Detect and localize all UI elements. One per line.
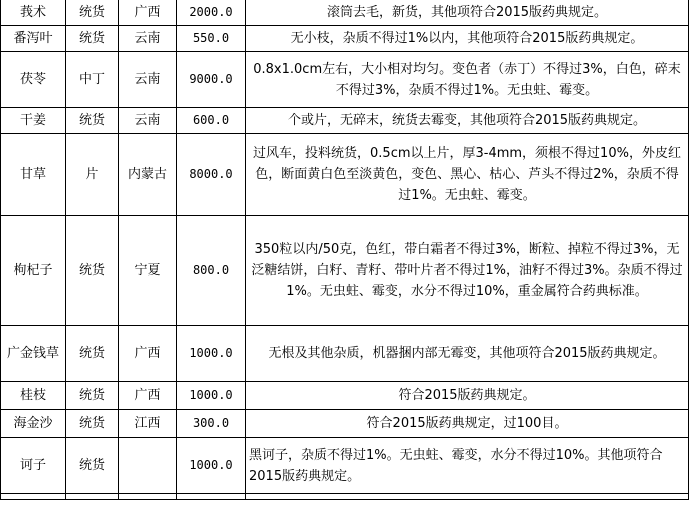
quantity-cell: 300.0: [177, 410, 246, 438]
quantity-cell: 9000.0: [177, 52, 246, 108]
empty-cell: [66, 494, 119, 500]
spec-cell: 黑诃子，杂质不得过1%。无虫蛀、霉变，水分不得过10%。其他项符合2015版药典规定。: [246, 438, 689, 494]
origin-cell: [119, 438, 177, 494]
table-row: [1, 52, 689, 108]
table-row: [1, 216, 689, 326]
quantity-cell: 1000.0: [177, 382, 246, 410]
quantity-cell: 800.0: [177, 216, 246, 326]
spec-cell: 符合2015版药典规定。: [246, 382, 689, 410]
grade-cell: 统货: [66, 438, 119, 494]
quantity-cell: 2000.0: [177, 0, 246, 26]
empty-cell: [119, 494, 177, 500]
herb-name-cell: 广金钱草: [1, 326, 66, 382]
table-row-partial: [1, 494, 689, 500]
grade-cell: 片: [66, 134, 119, 216]
spec-cell: 个或片，无碎末，统货去霉变，其他项符合2015版药典规定。: [246, 108, 689, 134]
table-row: [1, 326, 689, 382]
herb-name-cell: 甘草: [1, 134, 66, 216]
grade-cell: 统货: [66, 26, 119, 52]
empty-cell: [1, 494, 66, 500]
empty-cell: [246, 494, 689, 500]
table-row: [1, 134, 689, 216]
spec-cell: 无根及其他杂质，机器捆内部无霉变，其他项符合2015版药典规定。: [246, 326, 689, 382]
quantity-cell: 550.0: [177, 26, 246, 52]
table-row: [1, 410, 689, 438]
grade-cell: 统货: [66, 216, 119, 326]
grade-cell: 统货: [66, 108, 119, 134]
origin-cell: 内蒙古: [119, 134, 177, 216]
grade-cell: 统货: [66, 382, 119, 410]
grade-cell: 中丁: [66, 52, 119, 108]
grade-cell: 统货: [66, 0, 119, 26]
herb-name-cell: 海金沙: [1, 410, 66, 438]
quantity-cell: 1000.0: [177, 438, 246, 494]
origin-cell: 广西: [119, 0, 177, 26]
herb-name-cell: 枸杞子: [1, 216, 66, 326]
origin-cell: 宁夏: [119, 216, 177, 326]
origin-cell: 云南: [119, 26, 177, 52]
spec-cell: 符合2015版药典规定，过100目。: [246, 410, 689, 438]
origin-cell: 广西: [119, 382, 177, 410]
herb-name-cell: 番泻叶: [1, 26, 66, 52]
empty-cell: [177, 494, 246, 500]
table-row: [1, 26, 689, 52]
herb-name-cell: 桂枝: [1, 382, 66, 410]
spec-cell: 0.8x1.0cm左右，大小相对均匀。变色者（赤丁）不得过3%，白色，碎末不得过3%，杂质不得过1%。无虫蛀、霉变。: [246, 52, 689, 108]
herb-name-cell: 干姜: [1, 108, 66, 134]
herb-name-cell: 茯苓: [1, 52, 66, 108]
origin-cell: 广西: [119, 326, 177, 382]
spec-cell: 滚筒去毛，新货，其他项符合2015版药典规定。: [246, 0, 689, 26]
herb-name-cell: 诃子: [1, 438, 66, 494]
quantity-cell: 1000.0: [177, 326, 246, 382]
table-row: [1, 438, 689, 494]
origin-cell: 云南: [119, 52, 177, 108]
table-row: [1, 0, 689, 26]
table-row: [1, 108, 689, 134]
herb-name-cell: 莪术: [1, 0, 66, 26]
grade-cell: 统货: [66, 326, 119, 382]
origin-cell: 江西: [119, 410, 177, 438]
table-row: [1, 382, 689, 410]
quantity-cell: 600.0: [177, 108, 246, 134]
quantity-cell: 8000.0: [177, 134, 246, 216]
origin-cell: 云南: [119, 108, 177, 134]
spec-cell: 过风车，投料统货，0.5cm以上片，厚3-4mm，须根不得过10%，外皮红色，断面黄白色至淡黄色，变色、黑心、枯心、芦头不得过2%，杂质不得过1%。无虫蛀、霉变。: [246, 134, 689, 216]
spec-cell: 350粒以内/50克，色红，带白霜者不得过3%，断粒、掉粒不得过3%，无泛糖结饼，白籽、青籽、带叶片者不得过1%，油籽不得过3%。杂质不得过1%。无虫蛀、霉变，水分不得过10%，重金属符合药典标准。: [246, 216, 689, 326]
spec-cell: 无小枝，杂质不得过1%以内，其他项符合2015版药典规定。: [246, 26, 689, 52]
grade-cell: 统货: [66, 410, 119, 438]
